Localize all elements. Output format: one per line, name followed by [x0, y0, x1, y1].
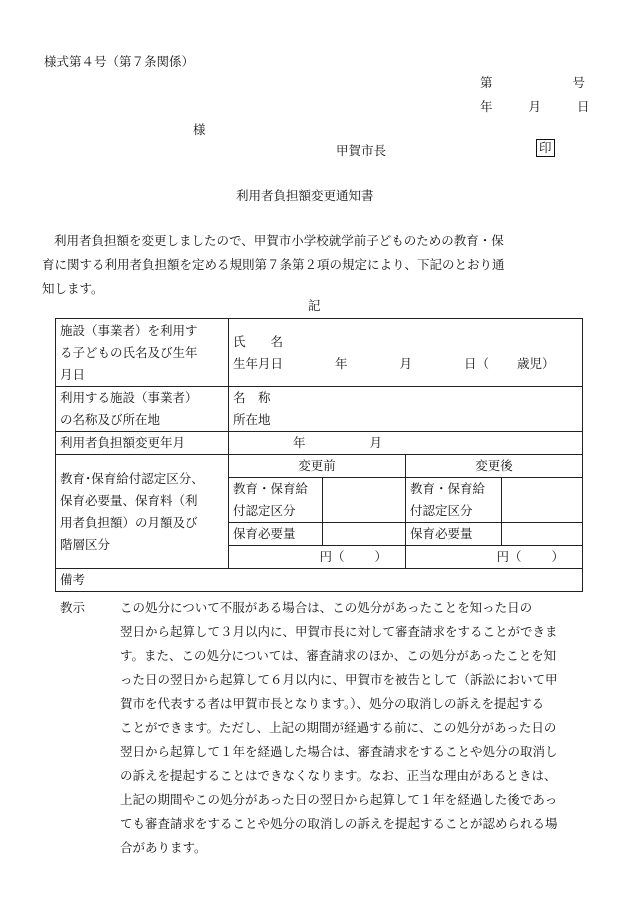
change-comparison — [228, 454, 583, 569]
date-day: 日 — [576, 99, 590, 114]
body-line: 育に関する利用者負担額を定める規則第７条第２項の規定により、下記のとおり通 — [42, 257, 505, 272]
date-month: 月 — [528, 99, 541, 114]
after-required-value — [502, 523, 583, 546]
before-required-value — [323, 523, 406, 546]
certification-value — [229, 455, 583, 569]
notice-line: 上記の期間やこの処分があった日の翌日から起算して１年を経過した後であっ — [120, 792, 558, 807]
notice-line: の訴えを提起することはできなくなります。なお、正当な理由があるときは、 — [120, 768, 557, 783]
issue-date — [480, 97, 589, 115]
birth-row — [233, 353, 578, 375]
before-category-label: 教育・保育給 付認定区分 — [229, 478, 323, 523]
after-category-label: 教育・保育給 付認定区分 — [406, 478, 502, 523]
before-fee: 円（ ） — [229, 546, 406, 569]
birth-year: 年 — [334, 355, 348, 371]
notice-label: 教示 — [60, 600, 86, 615]
before-required-label: 保育必要量 — [229, 523, 323, 546]
notice-line: 翌日から起算して３月以内に、甲賀市長に対して審査請求をすることができま — [120, 624, 558, 639]
notice-line: 翌日から起算して１年を経過した場合は、審査請求をすることや処分の取消し — [120, 744, 558, 759]
before-header: 変更前 — [229, 455, 406, 478]
change-value — [229, 432, 583, 455]
change-label: 利用者負担額変更年月 — [56, 432, 229, 455]
facility-value — [229, 387, 583, 432]
date-year: 年 — [480, 99, 493, 114]
doc-number-suffix: 号 — [572, 75, 585, 90]
details-table — [55, 318, 583, 592]
before-category-value — [323, 478, 406, 523]
table-row — [56, 319, 583, 387]
table-row — [56, 569, 583, 592]
change-month: 月 — [369, 435, 382, 450]
ki-heading: 記 — [308, 298, 321, 313]
change-year: 年 — [292, 435, 306, 450]
birth-label: 生年月日 — [233, 355, 284, 371]
remarks-label: 備考 — [56, 569, 583, 592]
table-row — [56, 387, 583, 432]
name-label: 氏 名 — [233, 333, 284, 349]
seal-mark — [536, 139, 555, 157]
recipient-suffix: 様 — [193, 122, 206, 137]
document-number — [480, 73, 585, 91]
seal-box: 印 — [536, 139, 555, 157]
notice-line: 賀市を代表する者は甲賀市長となります。）、処分の取消しの訴えを提起する — [120, 696, 545, 711]
birth-age: 歳児） — [516, 355, 555, 371]
notice-line: ことができます。ただし、上記の期間が経過する前に、この処分があった日の — [120, 720, 557, 735]
facility-name-label: 名 称 — [233, 390, 271, 405]
notice-line: す。また、この処分については、審査請求のほか、この処分があったことを知 — [120, 648, 557, 663]
notice-line: 合があります。 — [120, 840, 207, 855]
certification-label: 教育･保育給付認定区分、 保育必要量、保育料（利 用者負担額）の月額及び 階層区分 — [56, 455, 229, 569]
document-title: 利用者負担額変更通知書 — [236, 188, 374, 203]
after-fee: 円（ ） — [406, 546, 583, 569]
body-text — [42, 230, 505, 300]
notice-line: この処分について不服がある場合は、この処分があったことを知った日の — [120, 600, 533, 615]
table-row — [56, 432, 583, 455]
after-category-value — [502, 478, 583, 523]
birth-day: 日（ — [463, 355, 489, 371]
after-header: 変更後 — [406, 455, 583, 478]
body-line: 知します。 — [42, 281, 104, 296]
child-label: 施設（事業者）を利用す る子どもの氏名及び生年 月日 — [56, 319, 229, 387]
form-number: 様式第４号（第７条関係） — [44, 54, 195, 69]
notice-line: った日の翌日から起算して６月以内に、甲賀市を被告として（訴訟において甲 — [120, 672, 558, 687]
body-line: 利用者負担額を変更しましたので、甲賀市小学校就学前子どものための教育・保 — [54, 233, 504, 248]
notice-body — [120, 596, 590, 860]
issuer: 甲賀市長 — [336, 143, 387, 158]
facility-address-label: 所在地 — [233, 412, 271, 427]
facility-label: 利用する施設（事業者） の名称及び所在地 — [56, 387, 229, 432]
doc-number-prefix: 第 — [480, 75, 493, 90]
notice-line: ても審査請求をすることや処分の取消しの訴えを提起することが認められる場 — [120, 816, 558, 831]
table-row — [56, 455, 583, 569]
after-required-label: 保育必要量 — [406, 523, 502, 546]
child-value — [229, 319, 583, 387]
birth-month: 月 — [399, 355, 412, 371]
